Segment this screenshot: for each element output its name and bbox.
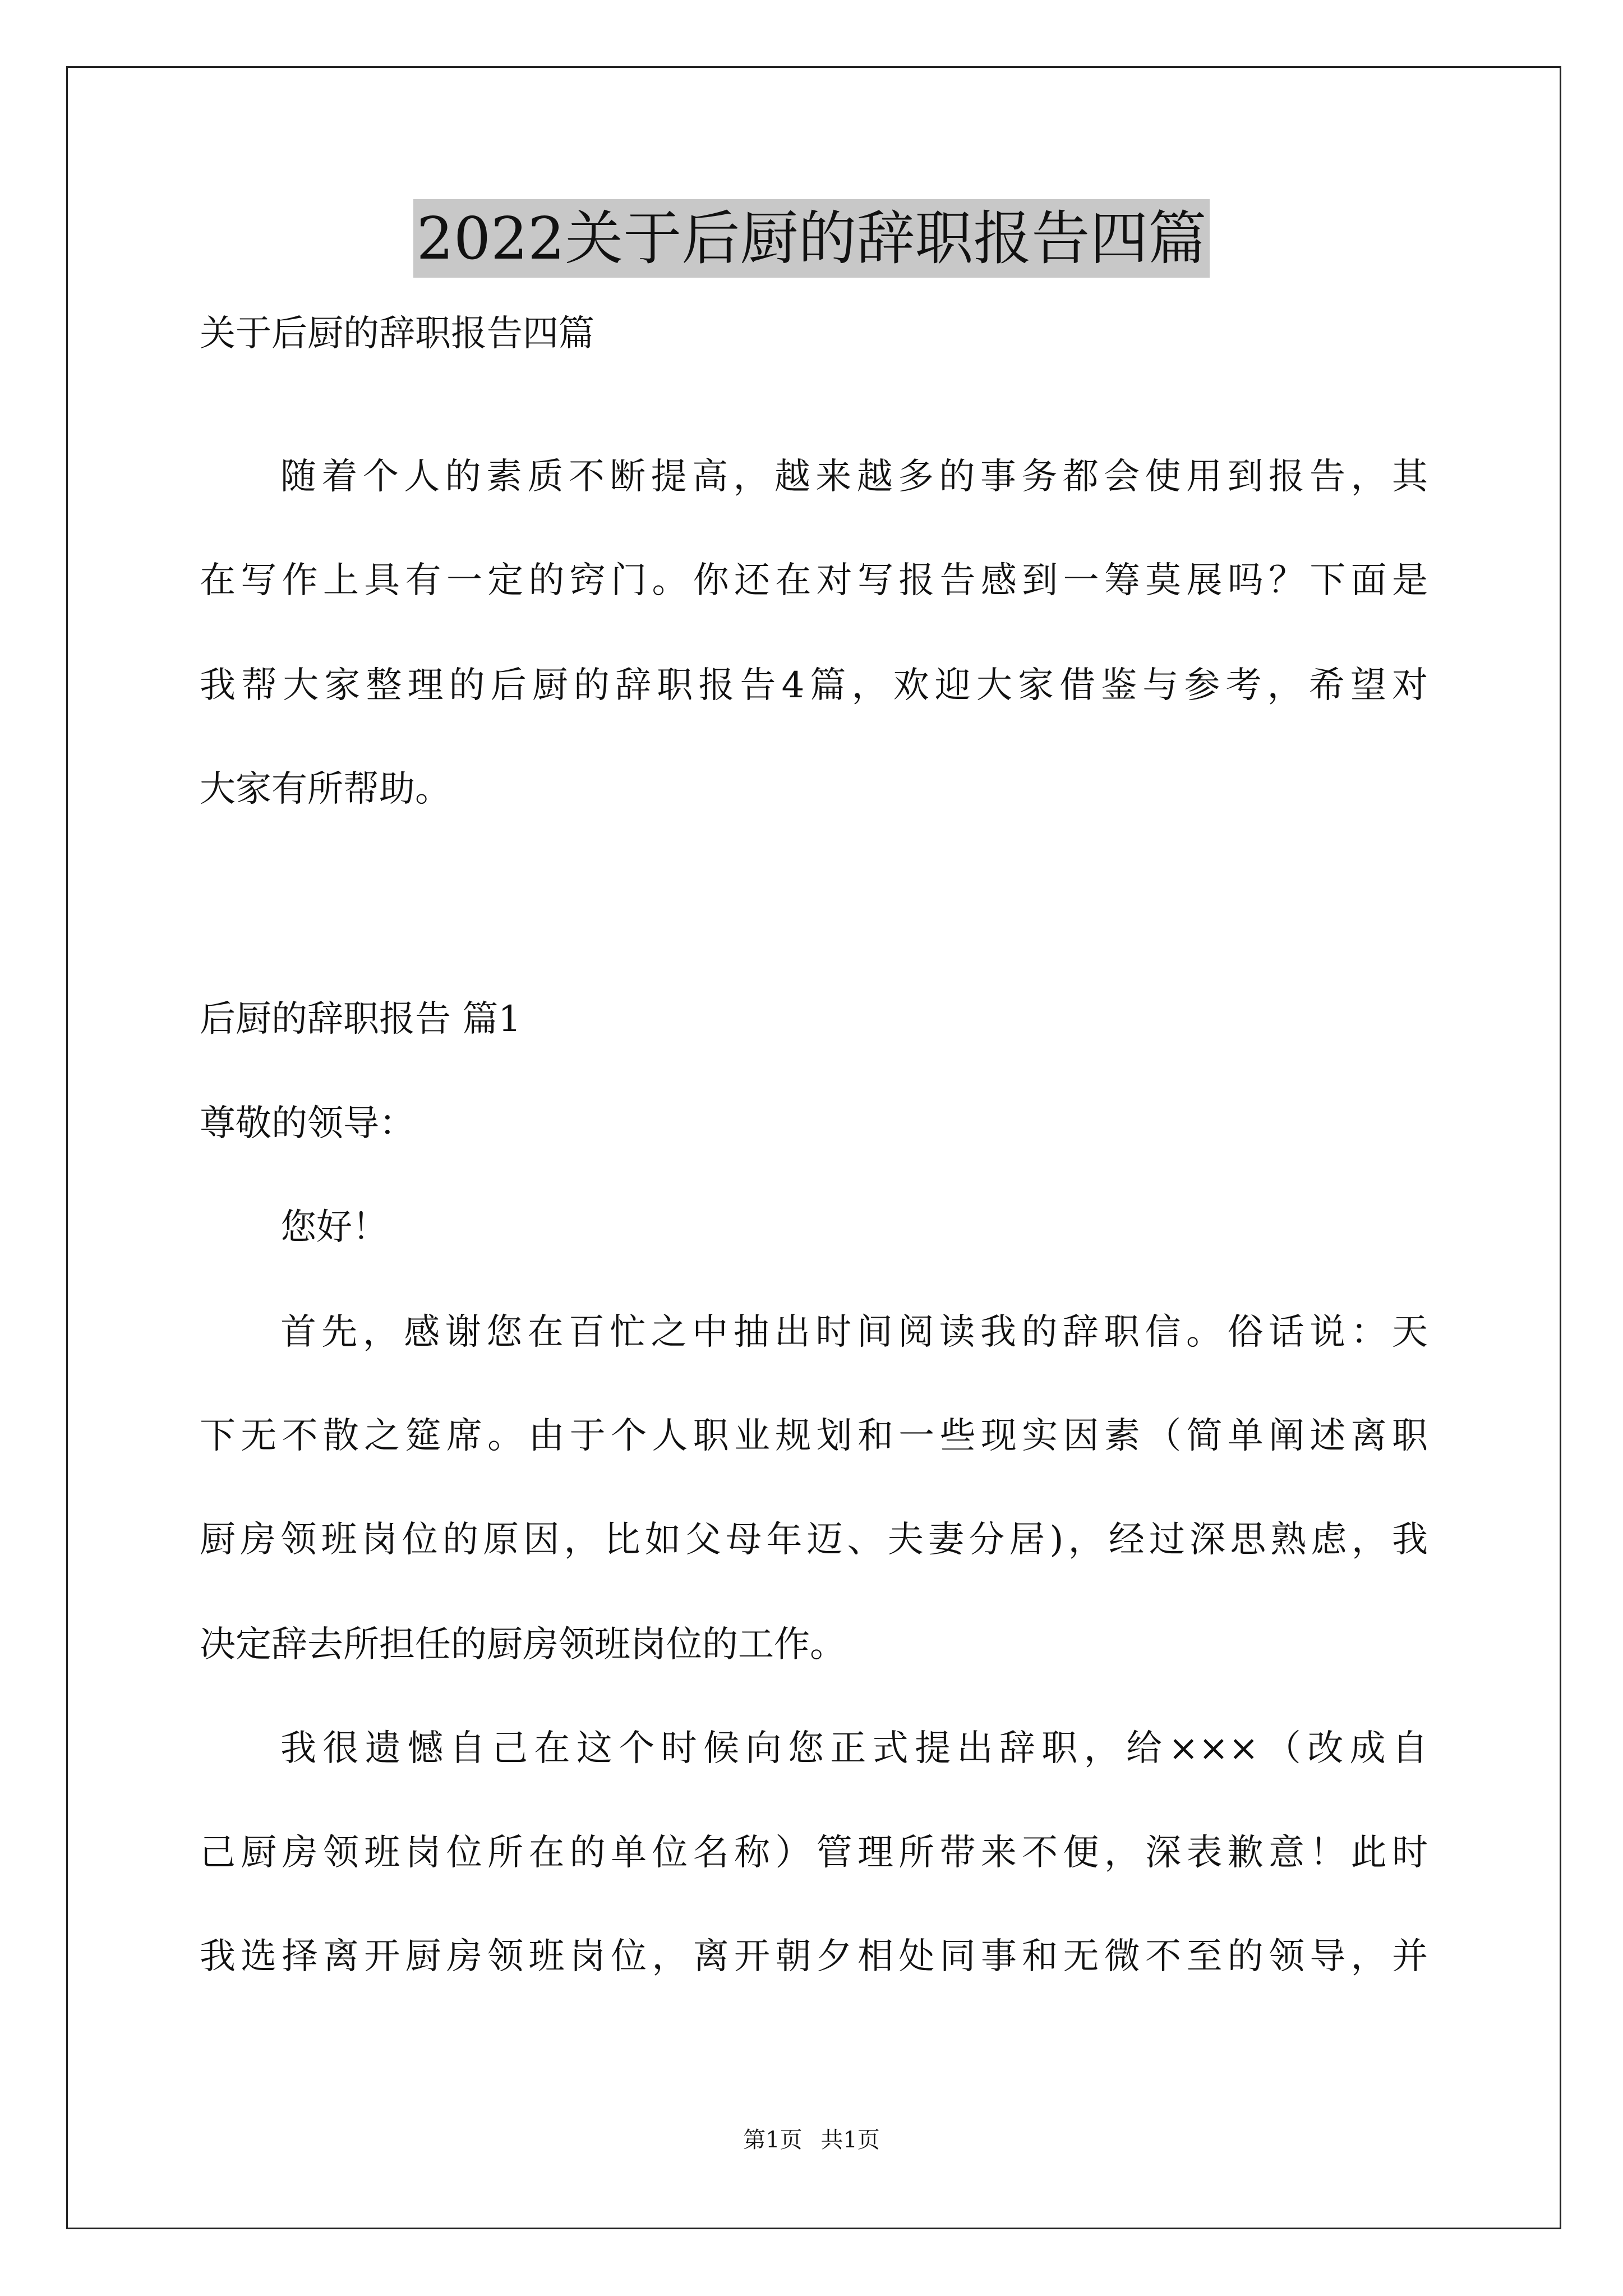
paragraph-line: 决定辞去所担任的厨房领班岗位的工作。	[200, 1624, 846, 1665]
page-footer	[0, 2126, 1623, 2154]
paragraph-line: 在写作上具有一定的窍门。你还在对写报告感到一筹莫展吗？下面是	[200, 560, 1428, 601]
page-border	[66, 66, 1561, 2229]
paragraph-line: 己厨房领班岗位所在的单位名称）管理所带来不便，深表歉意！此时	[200, 1832, 1428, 1874]
section-heading: 后厨的辞职报告 篇1	[200, 999, 522, 1040]
paragraph-line: 随着个人的素质不断提高，越来越多的事务都会使用到报告，其	[280, 456, 1428, 498]
page-total: 共1页	[820, 2127, 880, 2153]
document-title: 2022关于后厨的辞职报告四篇	[413, 199, 1210, 278]
paragraph-line: 大家有所帮助。	[200, 769, 451, 810]
title-container	[0, 199, 1623, 278]
paragraph-line: 关于后厨的辞职报告四篇	[200, 313, 594, 355]
paragraph-line: 首先，感谢您在百忙之中抽出时间阅读我的辞职信。俗话说：天	[280, 1312, 1428, 1353]
page-number: 第1页	[743, 2127, 803, 2153]
paragraph-line: 我很遗憾自己在这个时候向您正式提出辞职，给×××（改成自	[280, 1728, 1428, 1769]
greeting: 您好！	[280, 1207, 388, 1248]
paragraph-line: 厨房领班岗位的原因，比如父母年迈、夫妻分居)，经过深思熟虑，我	[200, 1519, 1428, 1561]
paragraph-line: 下无不散之筵席。由于个人职业规划和一些现实因素（简单阐述离职	[200, 1415, 1428, 1457]
paragraph-line: 我帮大家整理的后厨的辞职报告4篇，欢迎大家借鉴与参考，希望对	[200, 665, 1428, 706]
salutation: 尊敬的领导：	[200, 1103, 415, 1144]
paragraph-line: 我选择离开厨房领班岗位，离开朝夕相处同事和无微不至的领导，并	[200, 1936, 1428, 1977]
